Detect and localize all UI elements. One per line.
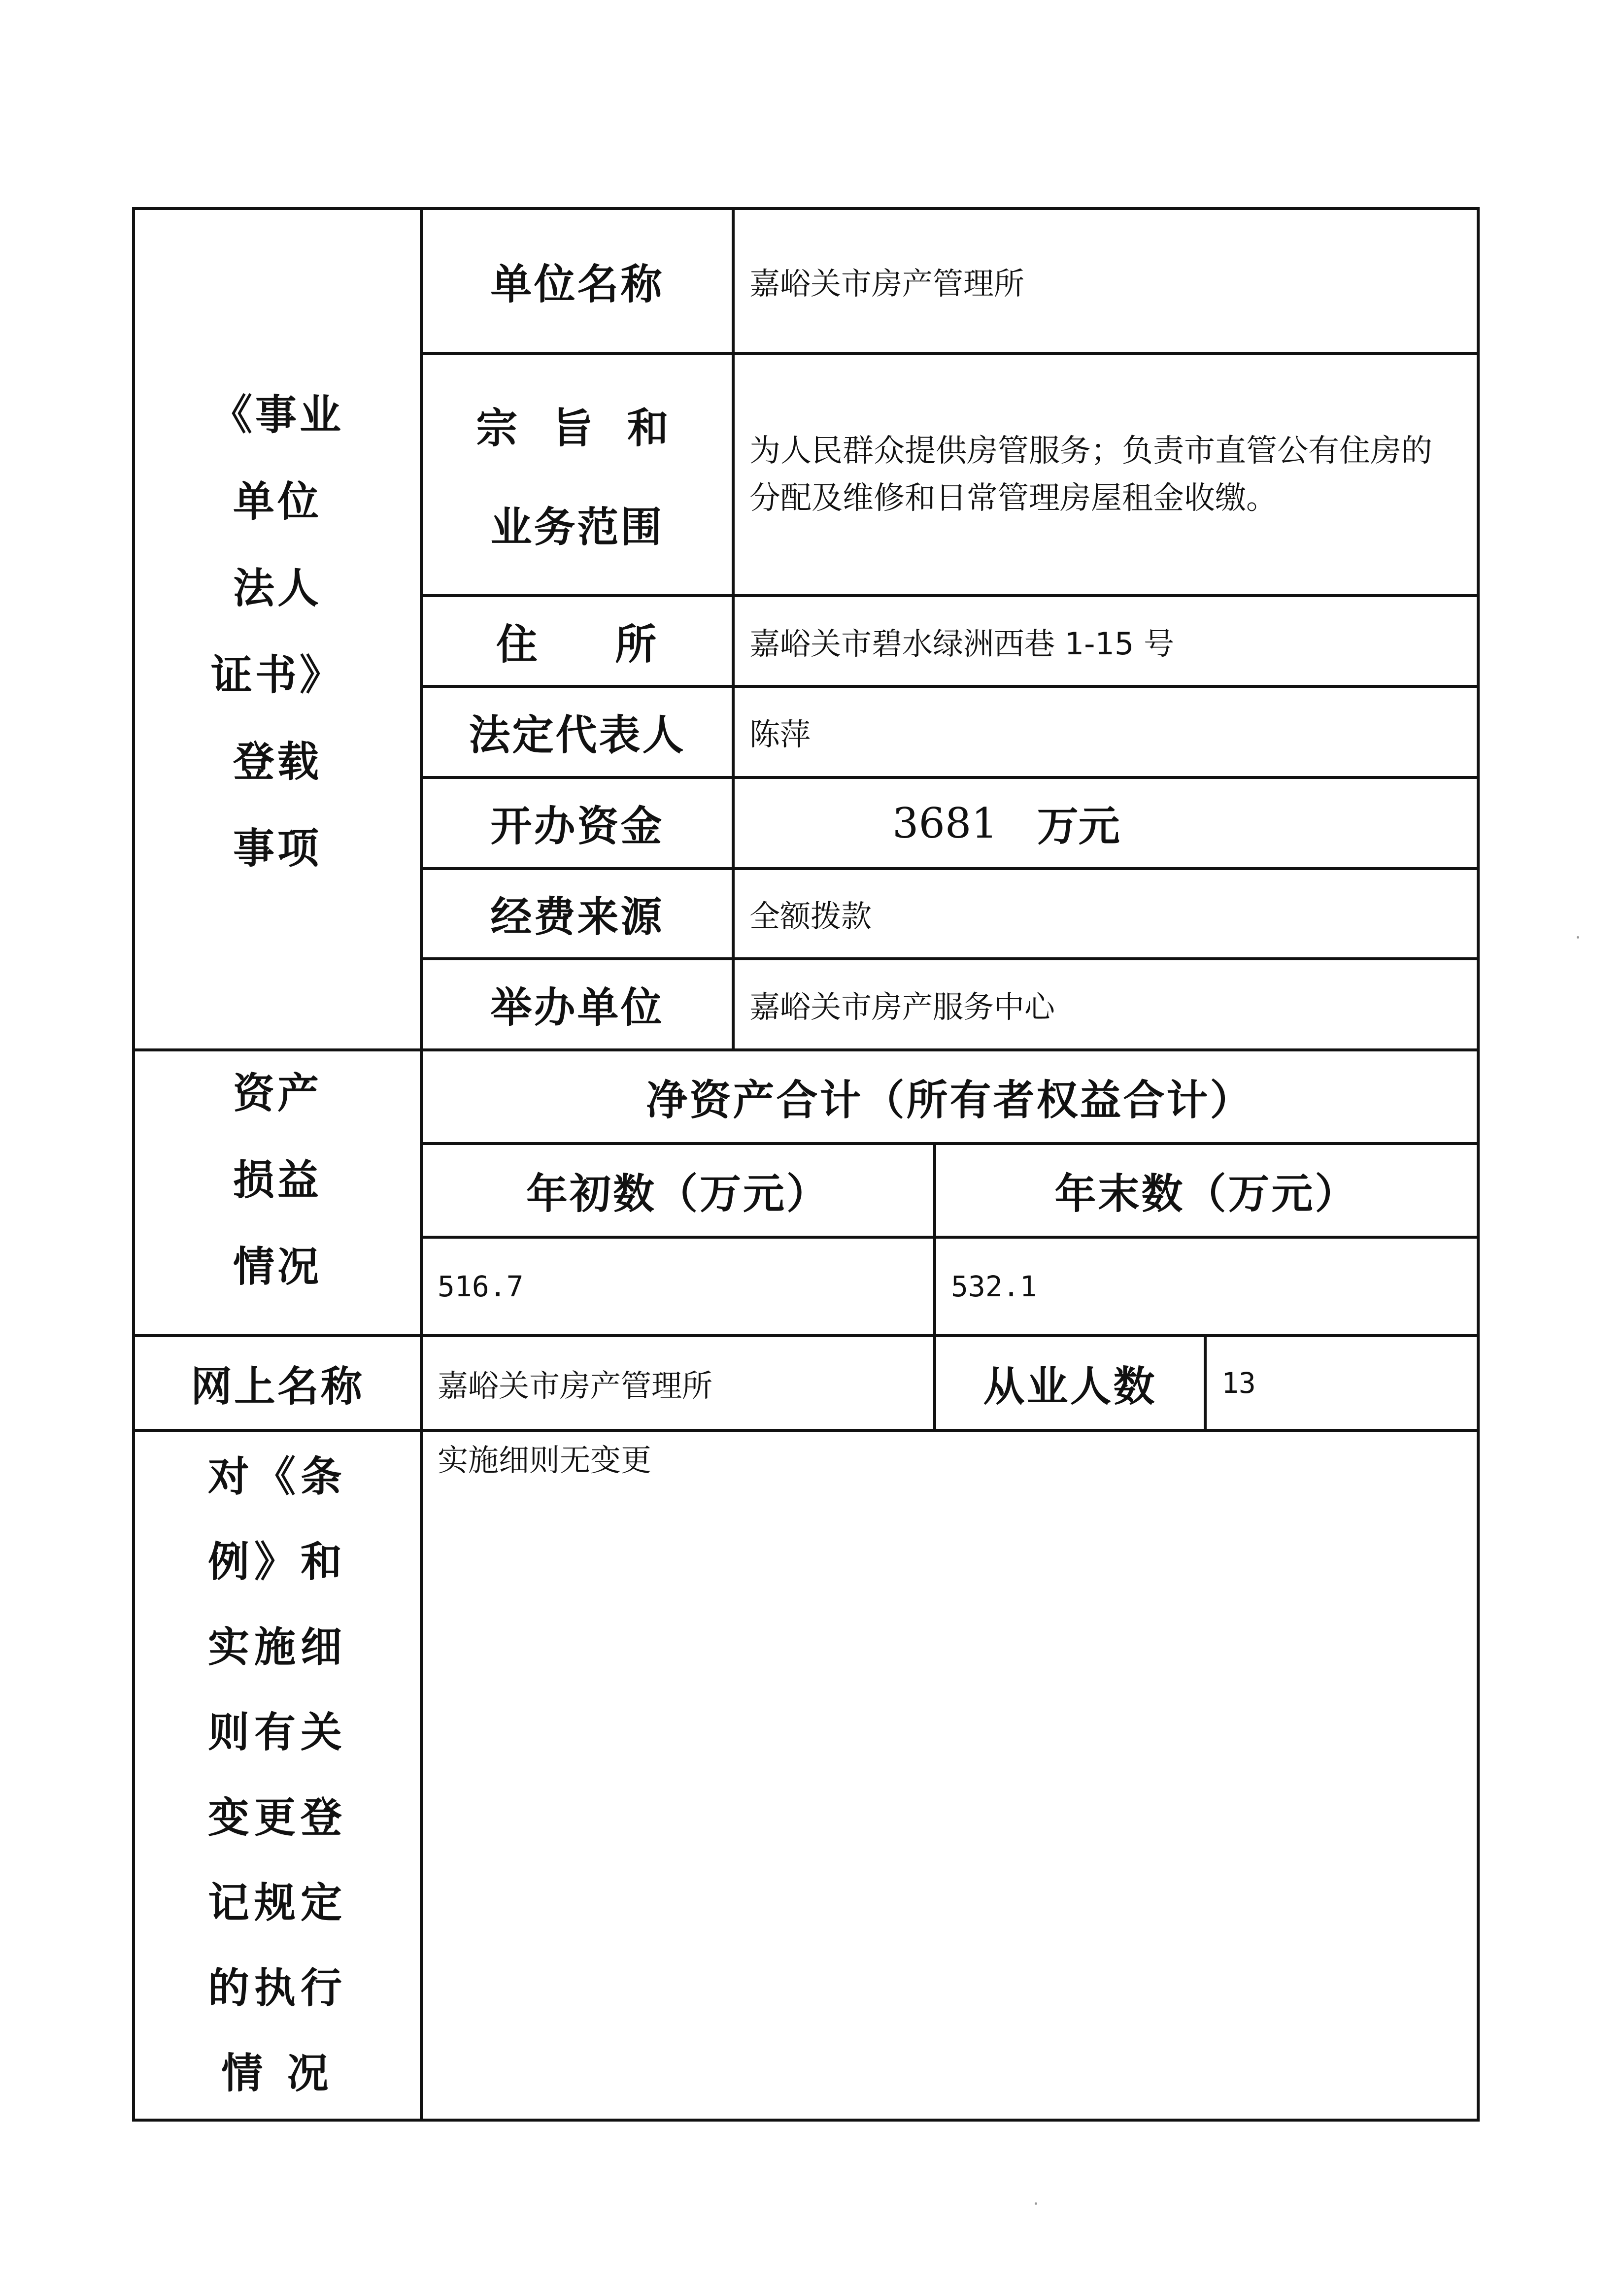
begin-year-value: 516.7 xyxy=(438,1270,524,1303)
table-border-right xyxy=(1477,207,1480,2122)
section2-label: 资产 损益 情况 xyxy=(233,1069,322,1291)
staff-count-label: 从业人数 xyxy=(983,1361,1157,1411)
address-label: 住 所 xyxy=(496,619,659,669)
sponsor-label: 举办单位 xyxy=(490,983,664,1032)
begin-year-header: 年初数（万元） xyxy=(526,1169,830,1218)
funding-value: 全额拨款 xyxy=(749,898,872,934)
online-name-value: 嘉峪关市房产管理所 xyxy=(438,1367,713,1404)
scan-speck xyxy=(1577,936,1579,939)
online-name-label: 网上名称 xyxy=(190,1361,364,1411)
address-value: 嘉峪关市碧水绿洲西巷 1-15 号 xyxy=(749,625,1175,662)
unit-name-label: 单位名称 xyxy=(490,259,664,308)
scan-speck xyxy=(1035,2202,1037,2205)
legal-rep-value: 陈萍 xyxy=(749,716,811,752)
staff-count-value: 13 xyxy=(1221,1366,1256,1400)
capital-unit: 万元 xyxy=(1037,802,1120,850)
capital-value xyxy=(735,779,1477,867)
unit-name-value: 嘉峪关市房产管理所 xyxy=(749,265,1025,302)
legal-rep-label: 法定代表人 xyxy=(469,710,686,759)
purpose-value: 为人民群众提供房管服务；负责市直管公有住房的 分配及维修和日常管理房屋租金收缴。 xyxy=(749,433,1432,516)
sponsor-value: 嘉峪关市房产服务中心 xyxy=(749,989,1055,1025)
capital-label: 开办资金 xyxy=(490,802,664,850)
capital-amount: 3681 xyxy=(892,799,998,847)
implementation-value: 实施细则无变更 xyxy=(438,1442,652,1478)
funding-label: 经费来源 xyxy=(490,892,664,941)
section1-label: 《事业 单位 法人 证书》 登载 事项 xyxy=(210,390,344,873)
section4-label: 对《条 例》和 实施细 则有关 变更登 记规定 的执行 情 况 xyxy=(207,1452,347,2097)
end-year-value: 532.1 xyxy=(951,1270,1037,1303)
purpose-label: 宗 旨 和 业务范围 xyxy=(476,404,678,551)
net-assets-header: 净资产合计（所有者权益合计） xyxy=(646,1075,1253,1124)
end-year-header: 年末数（万元） xyxy=(1054,1169,1358,1218)
